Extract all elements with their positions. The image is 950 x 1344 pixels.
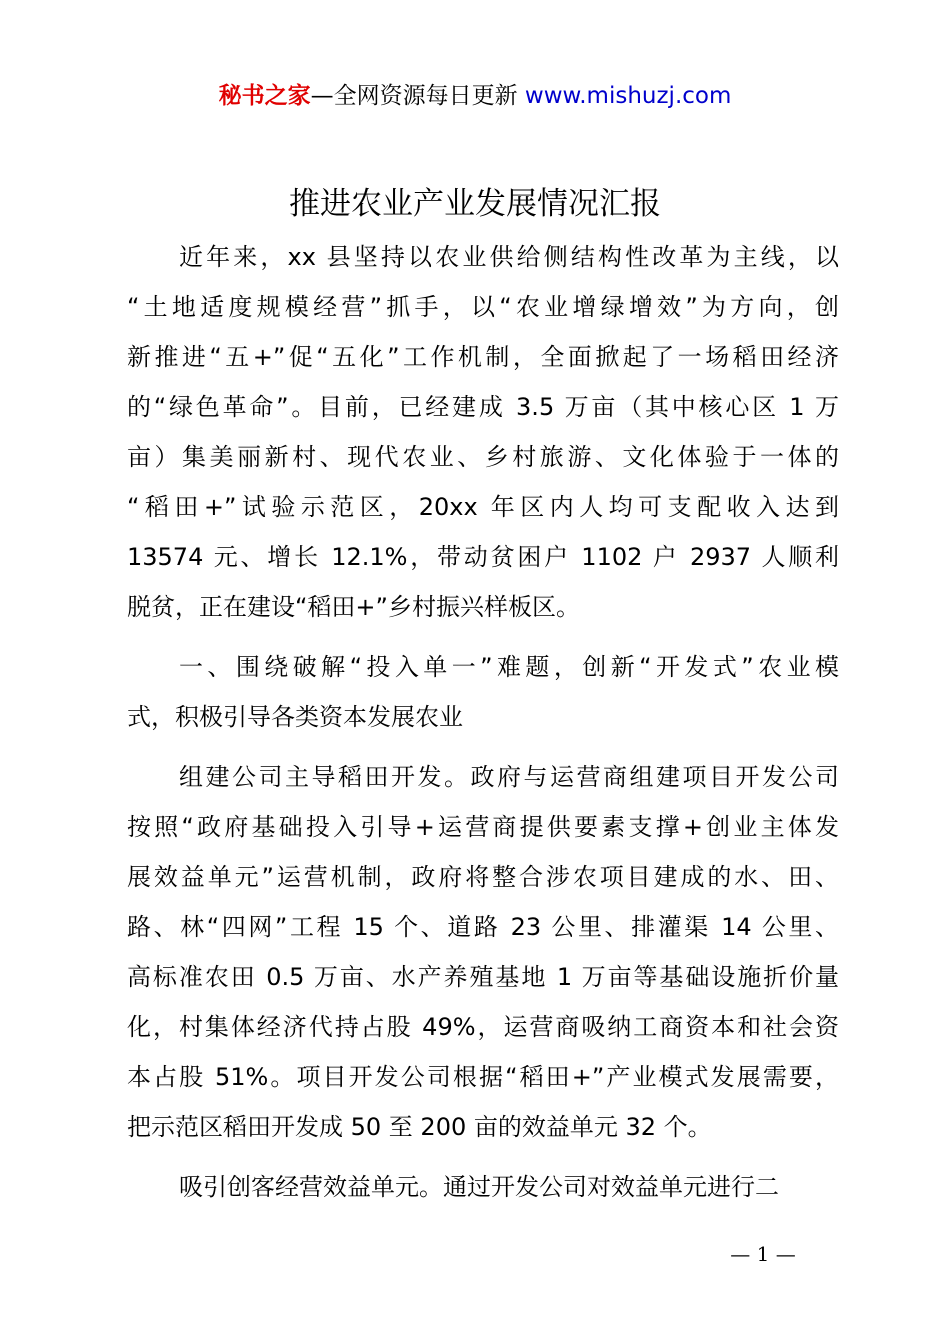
page-number: — 1 — (730, 1242, 796, 1266)
paragraph-line: 13574 元、增长 12.1%，带动贫困户 1102 户 2937 人顺利 (127, 543, 839, 571)
heading-line: 式，积极引导各类资本发展农业 (127, 703, 463, 731)
paragraph-line: 展效益单元”运营机制，政府将整合涉农项目建成的水、田、 (127, 863, 839, 891)
paragraph-line: 组建公司主导稻田开发。政府与运营商组建项目开发公司 (179, 763, 839, 791)
section-heading-1 (127, 642, 839, 742)
paragraph-line: 近年来，xx 县坚持以农业供给侧结构性改革为主线，以 (179, 243, 839, 271)
document-header (0, 80, 950, 112)
paragraph-line: 亩）集美丽新村、现代农业、乡村旅游、文化体验于一体的 (127, 443, 839, 471)
heading-line: 一、围绕破解“投入单一”难题，创新“开发式”农业模 (179, 653, 839, 681)
header-tagline: —全网资源每日更新 (310, 83, 518, 109)
paragraph-line: 把示范区稻田开发成 50 至 200 亩的效益单元 32 个。 (127, 1113, 712, 1141)
paragraph-line: 本占股 51%。项目开发公司根据“稻田+”产业模式发展需要， (127, 1063, 839, 1091)
paragraph-company (127, 752, 839, 1152)
paragraph-intro (127, 232, 839, 632)
paragraph-line: 高标准农田 0.5 万亩、水产养殖基地 1 万亩等基础设施折价量 (127, 963, 839, 991)
paragraph-line: 的“绿色革命”。目前，已经建成 3.5 万亩（其中核心区 1 万 (127, 393, 839, 421)
paragraph-line: 路、林“四网”工程 15 个、道路 23 公里、排灌渠 14 公里、 (127, 913, 839, 941)
paragraph-creators (127, 1162, 839, 1212)
paragraph-line: “土地适度规模经营”抓手，以“农业增绿增效”为方向，创 (127, 293, 839, 321)
paragraph-line: 新推进“五+”促“五化”工作机制，全面掀起了一场稻田经济 (127, 343, 839, 371)
paragraph-line: 化，村集体经济代持占股 49%，运营商吸纳工商资本和社会资 (127, 1013, 839, 1041)
paragraph-line: 按照“政府基础投入引导+运营商提供要素支撑+创业主体发 (127, 813, 839, 841)
document-body (127, 232, 839, 1212)
paragraph-line: 脱贫，正在建设“稻田+”乡村振兴样板区。 (127, 593, 580, 621)
brand-name: 秘书之家 (218, 83, 311, 109)
site-url-link[interactable]: www.mishuzj.com (524, 83, 732, 109)
document-title: 推进农业产业发展情况汇报 (289, 186, 661, 222)
paragraph-line: 吸引创客经营效益单元。通过开发公司对效益单元进行二 (179, 1173, 779, 1201)
paragraph-line: “稻田+”试验示范区，20xx 年区内人均可支配收入达到 (127, 493, 839, 521)
